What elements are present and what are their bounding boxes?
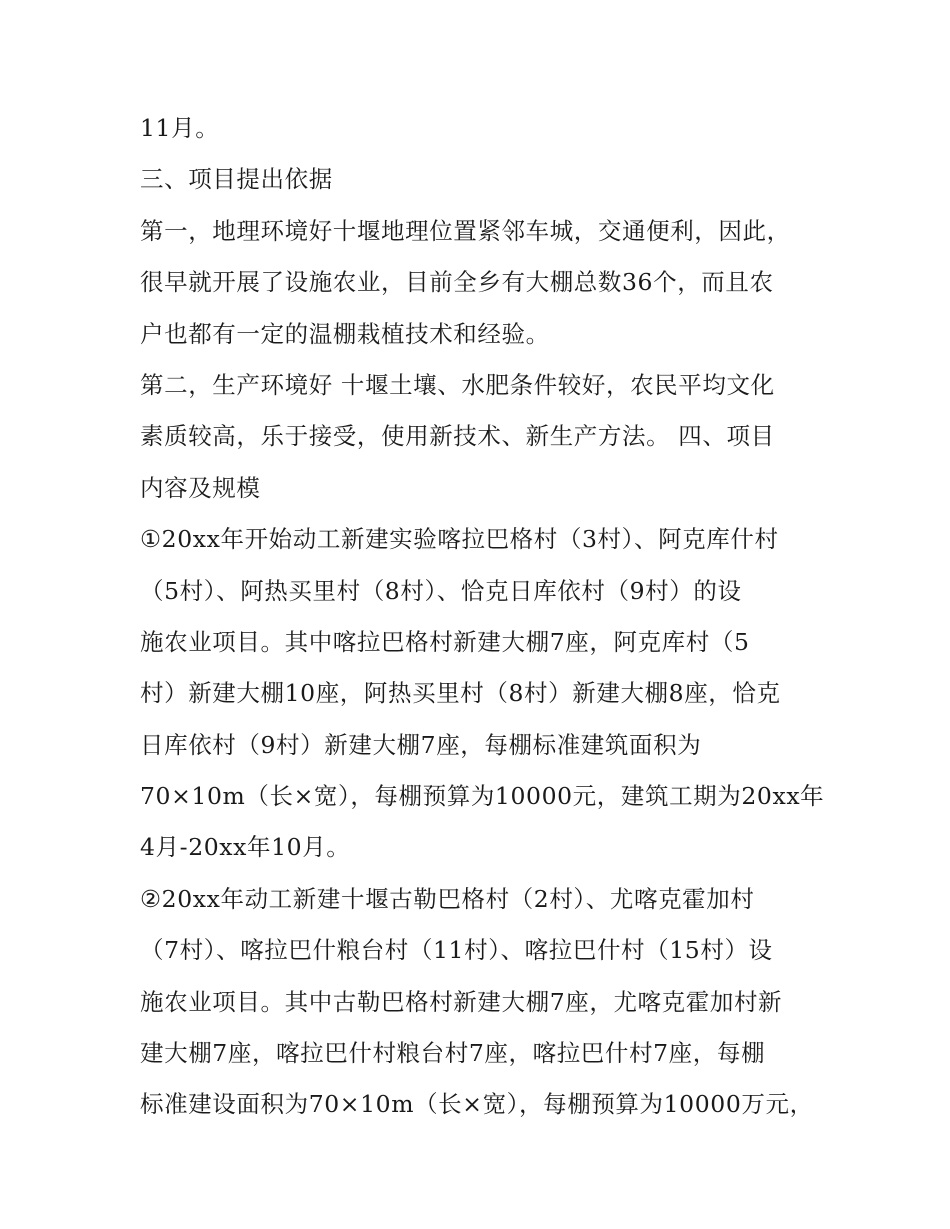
text-line: 标准建设面积为70×10m（长×宽），每棚预算为10000万元， [140,1090,814,1119]
text-line: 第二，生产环境好 十堰土壤、水肥条件较好，农民平均文化 [140,370,775,399]
text-line: （5村）、阿热买里村（8村）、恰克日库依村（9村）的设 [140,576,742,605]
text-line: 日库依村（9村）新建大棚7座，每棚标准建筑面积为 [140,730,702,759]
section-heading: 三、项目提出依据 [140,165,333,194]
text-line: 建大棚7座，喀拉巴什村粮台村7座，喀拉巴什村7座，每棚 [140,1039,766,1068]
text-line: 70×10m（长×宽），每棚预算为10000元，建筑工期为20xx年 [140,782,825,811]
text-line: 村）新建大棚10座，阿热买里村（8村）新建大棚8座，恰克 [140,679,781,708]
text-line: 很早就开展了设施农业，目前全乡有大棚总数36个，而且农 [140,268,774,297]
text-line: ①20xx年开始动工新建实验喀拉巴格村（3村）、阿克库什村 [140,525,779,554]
text-line: 11月。 [140,114,220,142]
text-line: 施农业项目。其中喀拉巴格村新建大棚7座，阿克库村（5 [140,627,750,656]
text-line: （7村）、喀拉巴什粮台村（11村）、喀拉巴什村（15村）设 [140,936,773,965]
document-body [140,103,830,1131]
text-line: ②20xx年动工新建十堰古勒巴格村（2村）、尤喀克霍加村 [140,884,755,913]
text-line: 4月-20xx年10月。 [140,833,351,862]
text-line: 素质较高，乐于接受，使用新技术、新生产方法。 四、项目 [140,422,775,451]
text-line: 户也都有一定的温棚栽植技术和经验。 [140,319,550,348]
text-line: 施农业项目。其中古勒巴格村新建大棚7座，尤喀克霍加村新 [140,987,783,1016]
text-line: 第一，地理环境好十堰地理位置紧邻车城，交通便利，因此， [140,216,791,245]
text-line: 内容及规模 [140,473,261,502]
